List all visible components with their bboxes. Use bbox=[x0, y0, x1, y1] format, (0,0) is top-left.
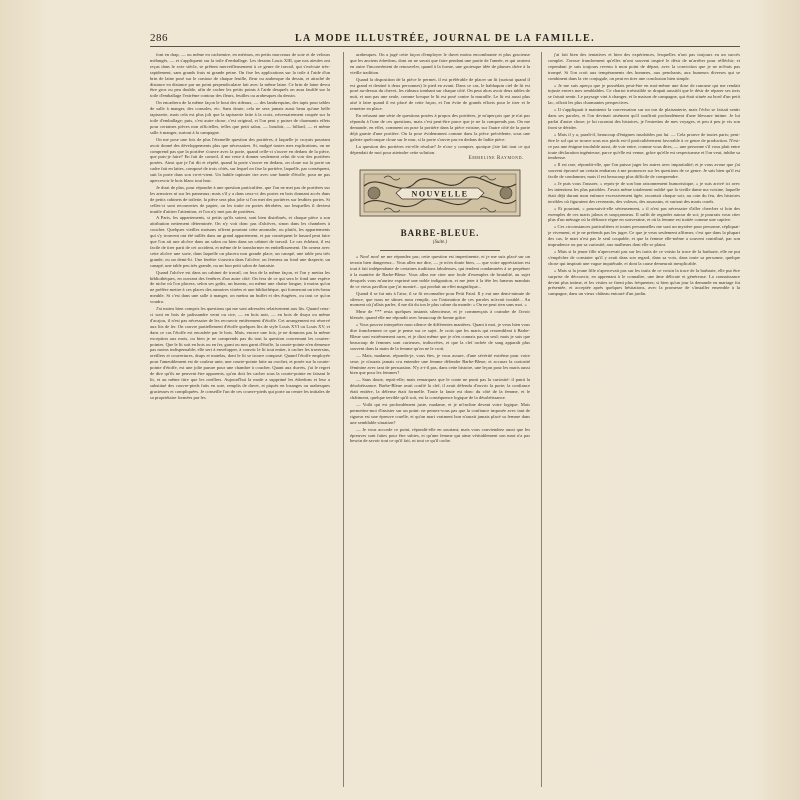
paragraph: « Ces circonstances particulières et toutes personnelles me sont un mystère pour personne, répliquai-je vivement, et je ne prétends pas les juger. Ce que je veux seulement affirmer, c'est que dans la plupart des cas, le mari n'est pas le seul coupable, et que la femme elle-même a souvent contribué, par son imprudence ou par sa curiosité, aux malheurs dont elle se plaint. bbox=[548, 224, 740, 248]
paragraph: « Je me suis aperçu que je possédais peut-être en moi-même une dose de rancune qui me rendait injuste envers mes semblables. Ce chariot irrésistible se drapait aussitôt que le désir de réparer ses torts se faisait sentir. Le paysage vint à changer, et la maison de campagne, qui était située au bord d'un petit lac, offrait les plus charmantes perspectives. bbox=[548, 82, 740, 106]
paragraph: « Et pourtant, » poursuivit-elle sérieusement, « il n'est pas nécessaire d'aller chercher si loin des exemples de ces maris jaloux et soupçonneux. Il suffit de regarder autour de soi; je pourrais vous citer plus d'un ménage où la défiance règne en souveraine, et où la femme est traitée comme une captive. bbox=[548, 205, 740, 223]
paragraph: La question des portières est-elle résolue? Je n'ose y compter, quoique j'aie fait tout ce qui dépendait de moi pour atteindre cette solution. bbox=[350, 143, 530, 155]
paragraph: — Voilà qui est profondément juste, madame, et je m'incline devant votre logique. Mais permettez-moi d'insister sur un point: ne pensez-vous pas que la confiance imposée avec tant de rigueur est une épreuve cruelle, et qu'un mari vraiment bon n'aurait jamais placé sa femme dans une semblable situation? bbox=[350, 401, 530, 425]
paragraph: « Il s'appliquait à maintenir la conversation sur un ton de plaisanterie, mais l'écho se faisait sentir dans ses paroles, et l'on devinait aisément qu'il souffrait profondément d'une blessure intime. Je lui parlai d'autre chose; je lui racontai des histoires, je l'entretins de mes voyages, et peu à peu je vis son front se dérider. bbox=[548, 107, 740, 130]
column-1 bbox=[150, 52, 330, 787]
column-2 bbox=[350, 52, 530, 787]
paragraph: « Mais si la jeune fille n'apercevait pas sur les traits de ce voisin la trace de la barbarie, elle put être surprise de découvrir, en apprenant à le connaître, une âme délicate et généreuse. La connaissance devint plus intime, et les visites se firent plus fréquentes; si bien qu'un jour la demande en mariage fut présentée, et acceptée après quelques hésitations, avec la promesse de s'installer ensemble à la campagne, dans un vieux château entouré d'un jardin. bbox=[548, 267, 740, 297]
paragraph: font en drap, — ou même en cachemire, en mérinos, en petits morceaux de soie et de velours mélangés, — et s'appliquent sur la toile d'emballage. Les dessins Louis XIII, que nos aïeules ont reçus dans le xvie siècle, se prêtent merveilleusement à ce genre de travail, qui s'exécute très-rapidement, sans grands frais ni grande peine. On fixe les applications sur la toile à l'aide d'un brin de laine posé sur le contour de chaque feuille, fleur ou arabesque du dessin, et attaché de distance en distance par un point perpendiculaire fait avec la même laine. Ce brin de laine devra être gros ou peu double, afin de cacher les petits points à l'aide desquels on aura faufilé sur la toile d'emballage l'extrême contour des fleurs, feuilles ou arabesques du dessin. bbox=[150, 52, 330, 99]
paragraph: Quand la disposition de la pièce le permet, il est préférable de placer un lit (surtout quand il est grand et destiné à deux personnes) le pied en avant. Dans ce cas, le baldaquin ciel de lit est posé au-dessus du chevet, les rideaux tombant sur chaque côté. On peut alors avoir deux tables de nuit, et non pas une seule, comme lorsque le lit est posé contre la muraille. Le lit est aussi plus aisé à faire quand il est placé de cette façon, et l'on évite de grands efforts pour le tirer et le remettre en place. bbox=[350, 76, 530, 112]
column-3 bbox=[548, 52, 740, 787]
paragraph: arabesques. On a jugé cette façon d'employer le duvet moins encombrante et plus gracieuse que les anciens édredons, dont on ne savait que faire pendant une partie de l'année, et qui avaient en outre l'inconvénient de renouveler, quand à la forme, une grotesque idée de plumes chère à la vieille tradition. bbox=[350, 52, 530, 75]
paragraph: A Paris, les appartements, si petits qu'ils soient, sont bien distribués, et chaque pièce a son attribution nettement déterminée. On n'y voit donc pas d'alcôves, sinon dans les chambres à coucher. Quelques vieilles maisons offrent pourtant cette anomalie, ou plutôt, les appartements qui s'y trouvent ont été taillés dans un grand appartement, et par conséquent le hasard peut faire que l'on ait une alcôve dans un salon ou bien dans un cabinet de travail. Le cas échéant, il est facile de tirer parti de cet accident, et même de le transformer en embellissement. On ornera avec cette alcôve une sorte, dans laquelle on placera non grande place, un canapé, une table peu très grande, ou un demi-lit. Une fenêtre s'ouvrira dans l'alcôve; on fermera au fond une draperie, un canapé, une table peu très grande, ou un bon petit salon de fantaisie. bbox=[150, 215, 330, 268]
paragraph: On encadrera de la même façon le bout des rideaux, — des lambrequins, des tapis pour tables de salle à manger, des consoles, etc. Sans doute, cela ne sera jamais aussi beau qu'une belle tapisserie, mais cela est plus joli que la tapisserie faite à la croix, nécessairement coupée sur la toile d'emballage; puis, c'est autre chose, c'est original, et l'on peut y puiser de charmants effets pour certaines pièces non officielles, telles que petit salon, — boudoir, — billard, — et même salle à manger, surtout à la campagne. bbox=[150, 100, 330, 135]
nouvelle-vignette bbox=[350, 166, 530, 222]
paragraph: « Non! non! ne me répondez pas; cette question est impertinente, et je me suis placé sur un terrain bien dangereux... Vous allez me dire, — je m'en doute bien, — que votre appréciation est tout à fait indépendante de certaines traditions fabuleuses, qui tendent condamnées à se perpétuer à la manière de Barbe-Bleue. Vous allez me citer une foule d'exemples de brutalité, au sujet desquels vous m'auriez exprimé une noble indignation, et me jeter à la tête les fameux mandats de ce vieux pavillon que j'ai montré... qui produit un effet magnifique... bbox=[350, 254, 530, 289]
paragraph: « Je puis vous l'assurer, » repris-je de son bon raisonnement humoristique, « je suis arrivé ici avec les intentions les plus paisibles. J'avais même totalement oublié que la vieille dame ma voisine, laquelle était déjà durant mon enfance excessivement âgée, racontait chaque soir, au coin du feu, des histoires terribles où figuraient des revenants, des voleurs, des assassins, et surtout des maris cruels. bbox=[548, 181, 740, 204]
paragraph: Je dirai de plus, pour répondre à une question particulière, que l'on ne met pas de portières sur les armoires ni sur les panneaux; mais s'il y a dans ceux-ci des portes en bois donnant accès dans de petits cabinets de toilette, la pièce sera plus jolie si l'on met des portières sur lesdites portes. Si celles-ci sont recouvertes de papier, on les traite en portes dérobées, sur lesquelles il devient inutile d'attirer l'attention, et l'on n'y met pas de portières. bbox=[150, 184, 330, 214]
paragraph: J'ai moins bien compris les questions qui me sont adressées relativement aux lits. Quand ceux-ci sont en bois de palissandre verni ou cire, — en bois noir, — en bois de thuya ou même d'acajou, il n'est pas nécessaire de les recouvrir entièrement d'étoffe. Cet arrangement est réservé aux lits de fer. On couvre partiellement d'étoffe quelques lits de style Louis XVI ou Louis XV, et dans ce cas l'étoffe est encadrée par le bois. Mais, encore une fois, je ne donnons pas la même exception aux mots, ou bien je ne comprends pas du tout la question concernant les courtes-pointes. Que le lit soit en bois ou en fer, garni ou non garni d'étoffe, la courte-pointe n'en demeure pas moins indispensable; elle sert à envelopper, à couvrir le lit tout entier, à cacher les traversins, oreillers et couvertures, draps et matelas, dont le lit se trouve composé. Quand l'étoffe employée pour l'ameublement est de couleur unie, une courte-pointe faite au crochet, et posée sur la courte-pointe d'étoffe, est une jolie parure pour une chambre à coucher. Quant aux duvets, j'ai le regret de dire qu'ils ne peuvent être apparents, qu'on doit les cacher sous la courte-pointe en faisant le lit, et au même titre que les oreillers. Aujourd'hui la mode a supprimé les édredons et leur a substitué des couvre-pieds faits en soie, remplis de duvet, et piqués en losanges ou arabesques gracieuses et compliquées. Je conseille l'un de ces couvre-pieds qui porte au centre les initiales de sa propriétaire formées par les bbox=[150, 306, 330, 400]
column-divider bbox=[541, 52, 542, 787]
paragraph: Mme de *** resta quelques instants silencieuse, et je commençais à craindre de l'avoir blessée, quand elle me répondit avec beaucoup de bonne grâce: bbox=[350, 309, 530, 321]
text-columns bbox=[150, 52, 740, 792]
paragraph: On me pose une fois de plus l'éternelle question des portières, à laquelle je croyais pourtant avoir donné des développements plus que nécessaires. Si, malgré toutes mes explications, on ne comprend pas que la portière s'ouvre avec la porte, quand celle-ci s'ouvre en dedans de la pièce, que puis-je faire? En fait de conseil, il me reste à donner seulement celui de voir des portières posées. Ainsi que je l'ai dit et répété, quand la porte s'ouvre en dedans, on cloue sur la porte un cadre fait en lattes, composé de trois côtés, sur lequel on fixe la portière, laquelle, par conséquent, suit la porte dans son va-et-vient. Un habile tapissier tire avec une bande d'étoffe, pour ne pas apercevoir le bois blanc tout brut. bbox=[150, 136, 330, 184]
paragraph: « Vous pouvez interpréter mon silence de différentes manières. Quant à moi, je veux bien vous dire franchement ce que je pense sur ce sujet. Je crois que les maris qui ressemblent à Barbe-Bleue sont extrêmement rares, et je dirai même que je n'en connais pas un seul; mais je sais que beaucoup de femmes sont curieuses, indiscrètes, et que la clef tachée de sang apparaît plus souvent dans la main de la femme qu'on ne le croit. bbox=[350, 322, 530, 351]
paragraph: j'ai fait bien des tentatives et bien des expériences, lesquelles n'ont pas toujours eu un succès complet. J'avoue franchement qu'elles m'ont souvent inspiré le désir de m'arrêter pour réfléchir; et cependant je suis toujours revenu à mon point de départ, avec la conviction que je ne m'étais pas trompé. Si l'on croit aux tempéraments des hommes, aux penchants, aux humeurs diverses qui se combinent dans la vie conjugale, on peut en tirer une conclusion bien simple. bbox=[548, 52, 740, 81]
page-number: 286 bbox=[150, 32, 168, 44]
author-signature: Emmeline Raymond. bbox=[468, 156, 524, 162]
column-divider bbox=[343, 52, 344, 787]
paragraph: « Mais si la jeune fille n'apercevait pas sur les traits de ce voisin la trace de la barbarie, elle ne put s'empêcher de constater qu'il y avait dans son regard, dans sa voix, dans toute sa personne, quelque chose qui inspirait une vague inquiétude, et dont la cause demeurait inexplicable. bbox=[548, 249, 740, 266]
story-subtitle: (Suite.) bbox=[433, 240, 447, 246]
paragraph: — Sans doute, reprit-elle; mais remarquez que le conte ne punit pas la curiosité: il punit la désobéissance. Barbe-Bleue avait confié la clef, il avait défendu d'ouvrir la porte; la confiance était entière, la défense était formelle. Toute la faute est donc du côté de la femme, et le châtiment, quelque terrible qu'il soit, est la conséquence logique de la désobéissance. bbox=[350, 377, 530, 401]
divider bbox=[380, 250, 500, 251]
paragraph: « Mais il y a, paraît-il, beaucoup d'énigmes insolubles par lui. — Cela prouve de toutes parts; peut-être le sol qui se trouve sous nos pieds est-il particulièrement favorable à ce genre de production. N'est-ce pas une énigme insoluble aussi, de voir entre, comme vous dites, — une personne s'il vous plait entre toute déclaration ingénieuse, parce qu'elle est venue, grâce qu'elle est respectueuse et l'on veut, inhibe sa tendresse. bbox=[548, 131, 740, 161]
story-title: BARBE-BLEUE. bbox=[400, 228, 480, 239]
page-header bbox=[150, 30, 740, 47]
paragraph: — Mais, madame, répondis-je, vous êtes, je vous assure, d'une sévérité extrême pour votre sexe; je n'aurais jamais cru entendre une femme défendre Barbe-Bleue, et accuser la curiosité féminine avec tant de persuasion. N'y a-t-il pas, dans cette histoire, une leçon pour les maris aussi bien que pour les femmes? bbox=[350, 352, 530, 376]
paragraph: — Je vous accorde ce point, répondit-elle en souriant; mais vous conviendrez aussi que les épreuves sont faites pour être subies, et qu'une femme qui aime véritablement son mari n'a pas besoin de savoir tout ce qu'il fait, ni tout ce qu'il cache. bbox=[350, 426, 530, 444]
paragraph: En refusant une série de questions posées à propos des portières, je m'aperçois que je n'ai pas répondu à l'une de ces questions, mais c'est peut-être parce que je ne la comprends pas. On me demande, en effet, comment on pose la portière dans la pièce voisine, sur l'autre côté de la porte déjà garnie d'une portière. On la pose évidemment comme dans la pièce précédente, sous une galerie quelconque cloue sur le mur, si la porte s'ouvre pas en dedans de ladite pièce. bbox=[350, 113, 530, 142]
running-title: LA MODE ILLUSTRÉE, JOURNAL DE LA FAMILLE. bbox=[294, 32, 596, 44]
paragraph: Quand il se fut mis à l'aise, il se fit reconnaître pour Petit Fatal. Il y eut une demi-minute de silence, que nous ne sûmes nous remplir, car l'intonation de ces paroles m'avait troublé... Au moment où j'allais parler, il me dit du ton le plus calme du monde: « On ne peut rien sans moi. » bbox=[350, 290, 530, 308]
ornamental-banner-icon bbox=[350, 166, 530, 222]
paragraph: Quand l'alcôve est dans un cabinet de travail, on fera de la même façon, et l'on y mettra les bibliothèques, en ouvrant des fenêtres d'un autre côté. On fera de ce qui sera le fond une espèce de niche où l'on placera, selon ses goûts, un bureau, ou même une chaise longue, à moins qu'on ne préfère mettre à ces places des armoires vitrées et une bibliothèque, qui formeront un très-beau meuble. Si c'est dans une salle à manger, on mettra un buffet et des étagères, ou tout ce qu'on voudra. bbox=[150, 269, 330, 305]
paragraph: « Il est rare, répondit-elle, que l'on puisse juger les autres avec impartialité; et je vous avoue que j'ai souvent éprouvé un certain embarras à me prononcer sur les questions de ce genre. Je sais bien qu'il est facile de condamner, mais il est beaucoup plus difficile de comprendre. bbox=[548, 162, 740, 180]
vignette-label: NOUVELLE bbox=[411, 189, 469, 199]
